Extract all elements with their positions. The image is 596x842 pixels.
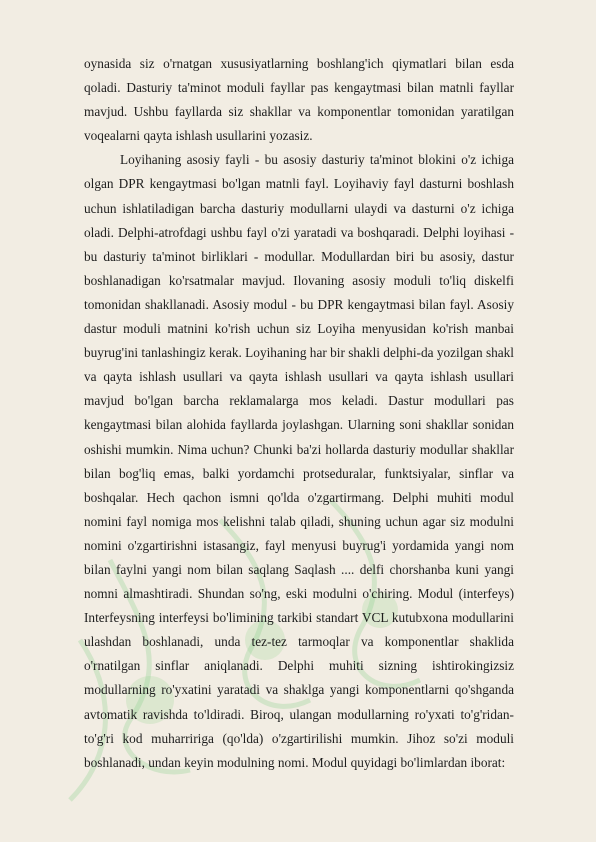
paragraph-2: Loyihaning asosiy fayli - bu asosiy dasturiy ta'minot blokini o'z ichiga olgan DPR kengaytmasi bo'lgan matnli fayl. Loyihaviy fayl dasturni boshlash uchun ishlatiladigan barcha dasturiy modullarni ulaydi va dasturni o'z ichiga oladi. Delphi-atrofdagi ushbu fayl o'zi yaratadi va boshqaradi. Delphi loyihasi - bu dasturiy ta'minot birliklari - modullar. Modullardan biri bu asosiy, dastur boshlanadigan ko'rsatmalar mavjud. Ilovaning asosiy moduli to'liq diskelfi tomonidan shakllanadi. Asosiy modul - bu DPR kengaytmasi bilan fayl. Asosiy dastur moduli matnini ko'rish uchun siz Loyiha menyusidan ko'rish manbai buyrug'ini tanlashingiz kerak. Loyihaning har bir shakli delphi-da yozilgan shakl va qayta ishlash usullari va qayta ishlash usullari va qayta ishlash usullari mavjud bo'lgan barcha reklamalarga mos keladi. Dastur modullari pas kengaytmasi bilan alohida fayllarda joylashgan. Ularning soni shakllar sonidan oshishi mumkin. Nima uchun? Chunki ba'zi hollarda dasturiy modullar shakllar bilan bog'liq emas, balki yordamchi protseduralar, funktsiyalar, sinflar va boshqalar. Hech qachon ismni qo'lda o'zgartirmang. Delphi muhiti modul nomini fayl nomiga mos kelishni talab qiladi, shuning uchun agar siz modulni nomini o'zgartirishni istasangiz, fayl menyusi buyrug'i yordamida yangi nom bilan faylni yangi nom bilan saqlang Saqlash .... delfi chorshanba kuni yangi nomni almashtiradi. Shundan so'ng, eski modulni o'chiring. Modul (interfeys) Interfeysning interfeysi bo'limining tarkibi standart VCL kutubxona modullarini ulashdan boshlanadi, unda tez-tez tarmoqlar va komponentlar shaklida o'rnatilgan sinflar aniqlanadi. Delphi muhiti sizning ishtirokingizsiz modullarning ro'yxatini yaratadi va shaklga yangi komponentlarni qo'shganda avtomatik ravishda to'ldiradi. Biroq, ulangan modullarning ro'yxati to'g'ridan-to'g'ri kod muharririga (qo'lda) o'zgartirilishi mumkin. Jihoz so'zi moduli boshlanadi, undan keyin modulning nomi. Modul quyidagi bo'limlardan iborat: bbox=[84, 152, 515, 770]
body-text bbox=[84, 52, 514, 775]
paragraph-1: oynasida siz o'rnatgan xususiyatlarning boshlang'ich qiymatlari bilan esda qoladi. Dasturiy ta'minot moduli fayllar pas kengaytmasi bilan matnli fayllar mavjud. Ushbu fayllarda siz shakllar va komponentlar tomonidan yaratilgan voqealarni qayta ishlash usullarini yozasiz. bbox=[84, 56, 514, 144]
